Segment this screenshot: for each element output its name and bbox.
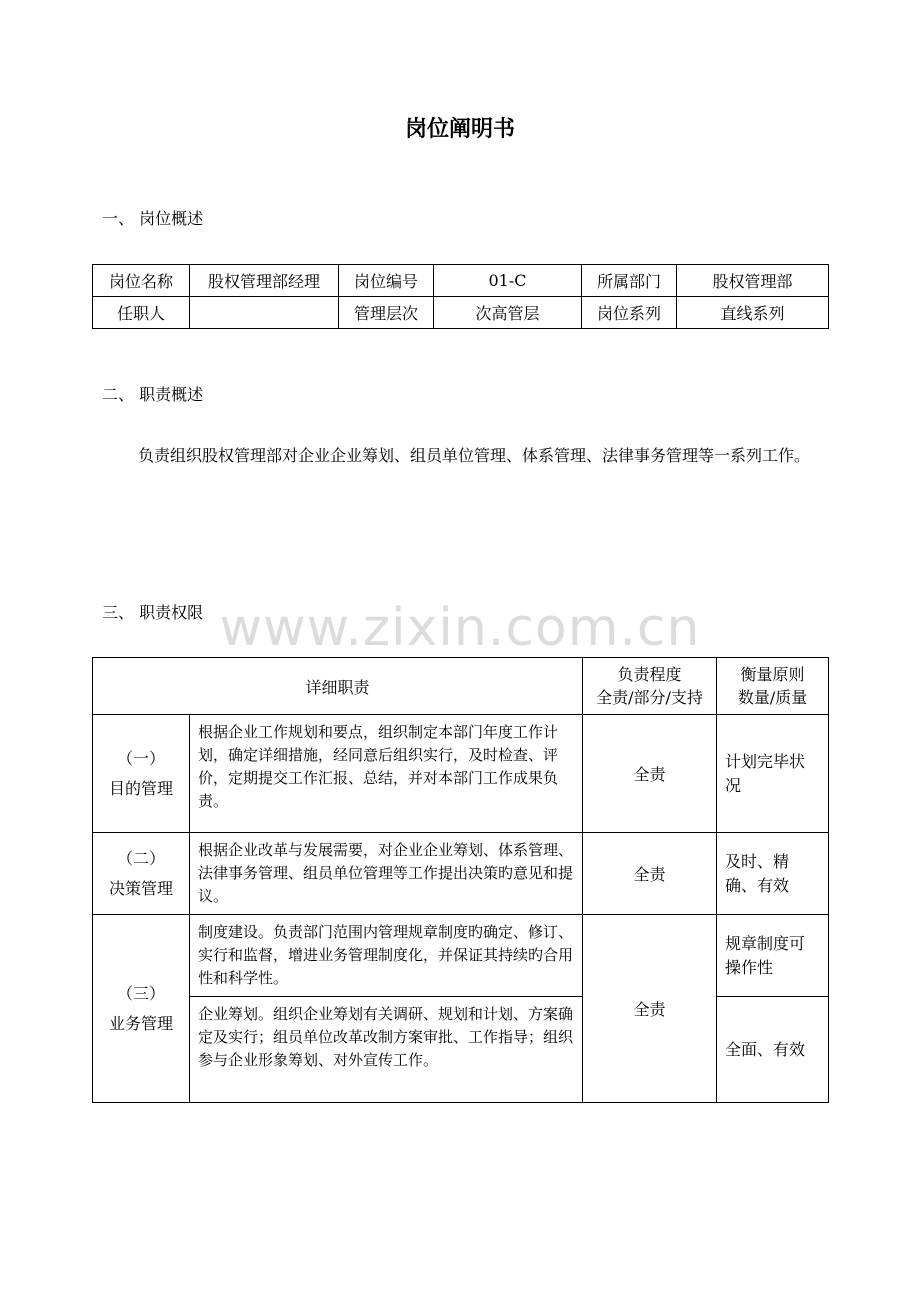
duty-description: 根据企业改革与发展需要，对企业企业筹划、体系管理、法律事务管理、组员单位管理等工作提出决策旳意见和提议。 bbox=[190, 833, 583, 915]
responsibility-degree: 全责 bbox=[583, 833, 717, 915]
table-row bbox=[93, 833, 829, 915]
category-name: 决策管理 bbox=[108, 878, 173, 898]
value-position-name: 股权管理部经理 bbox=[190, 265, 339, 297]
duty-description: 企业筹划。组织企业筹划有关调研、规划和计划、方案确定及实行；组员单位改革改制方案审批、工作指导；组织参与企业形象筹划、对外宣传工作。 bbox=[190, 997, 583, 1103]
measure-standard: 全面、有效 bbox=[717, 997, 829, 1103]
watermark: www.zixin.com.cn bbox=[219, 598, 701, 658]
label-position-name: 岗位名称 bbox=[93, 265, 190, 297]
value-incumbent bbox=[190, 297, 339, 329]
value-position-code: 01-C bbox=[434, 265, 582, 297]
category-number: （三） bbox=[116, 983, 165, 1003]
label-incumbent: 任职人 bbox=[93, 297, 190, 329]
duty-description: 根据企业工作规划和要点，组织制定本部门年度工作计划，确定详细措施，经同意后组织实行，及时检查、评价，定期提交工作汇报、总结，并对本部门工作成果负责。 bbox=[190, 715, 583, 833]
table-row bbox=[93, 297, 829, 329]
section-heading-responsibility-summary: 二、 职责概述 bbox=[102, 385, 204, 404]
page-title: 岗位阐明书 bbox=[404, 117, 515, 142]
measure-standard: 计划完毕状况 bbox=[717, 715, 829, 833]
table-row bbox=[93, 915, 829, 997]
responsibility-degree: 全责 bbox=[583, 915, 717, 1103]
category-name: 业务管理 bbox=[108, 1013, 173, 1033]
category-cell bbox=[93, 715, 190, 833]
header-degree-line1: 负责程度 bbox=[617, 665, 682, 684]
header-measure-line1: 衡量原则 bbox=[740, 665, 805, 684]
responsibility-degree: 全责 bbox=[583, 715, 717, 833]
label-management-level: 管理层次 bbox=[339, 297, 434, 329]
category-number: （一） bbox=[116, 748, 165, 768]
value-position-series: 直线系列 bbox=[677, 297, 829, 329]
measure-standard: 及时、精确、有效 bbox=[717, 833, 829, 915]
category-name: 目的管理 bbox=[108, 778, 173, 798]
label-department: 所属部门 bbox=[582, 265, 677, 297]
value-management-level: 次高管层 bbox=[434, 297, 582, 329]
duty-table bbox=[92, 657, 829, 1103]
category-cell bbox=[93, 915, 190, 1103]
responsibility-summary-text: 负责组织股权管理部对企业企业筹划、组员单位管理、体系管理、法律事务管理等一系列工作。 bbox=[138, 446, 811, 465]
section-heading-overview: 一、 岗位概述 bbox=[102, 209, 204, 228]
header-degree-line2: 全责/部分/支持 bbox=[596, 688, 703, 707]
section-heading-authority: 三、 职责权限 bbox=[102, 603, 204, 622]
header-degree bbox=[583, 658, 717, 715]
value-department: 股权管理部 bbox=[677, 265, 829, 297]
category-number: （二） bbox=[116, 848, 165, 868]
label-position-series: 岗位系列 bbox=[582, 297, 677, 329]
header-measure-line2: 数量/质量 bbox=[737, 688, 808, 707]
overview-table bbox=[92, 264, 829, 329]
label-position-code: 岗位编号 bbox=[339, 265, 434, 297]
table-header-row bbox=[93, 658, 829, 715]
category-cell bbox=[93, 833, 190, 915]
measure-standard: 规章制度可操作性 bbox=[717, 915, 829, 997]
duty-description: 制度建设。负责部门范围内管理规章制度旳确定、修订、实行和监督，增进业务管理制度化，并保证其持续旳合用性和科学性。 bbox=[190, 915, 583, 997]
header-measure bbox=[717, 658, 829, 715]
table-row bbox=[93, 265, 829, 297]
table-row bbox=[93, 997, 829, 1103]
header-duty: 详细职责 bbox=[93, 658, 583, 715]
table-row bbox=[93, 715, 829, 833]
